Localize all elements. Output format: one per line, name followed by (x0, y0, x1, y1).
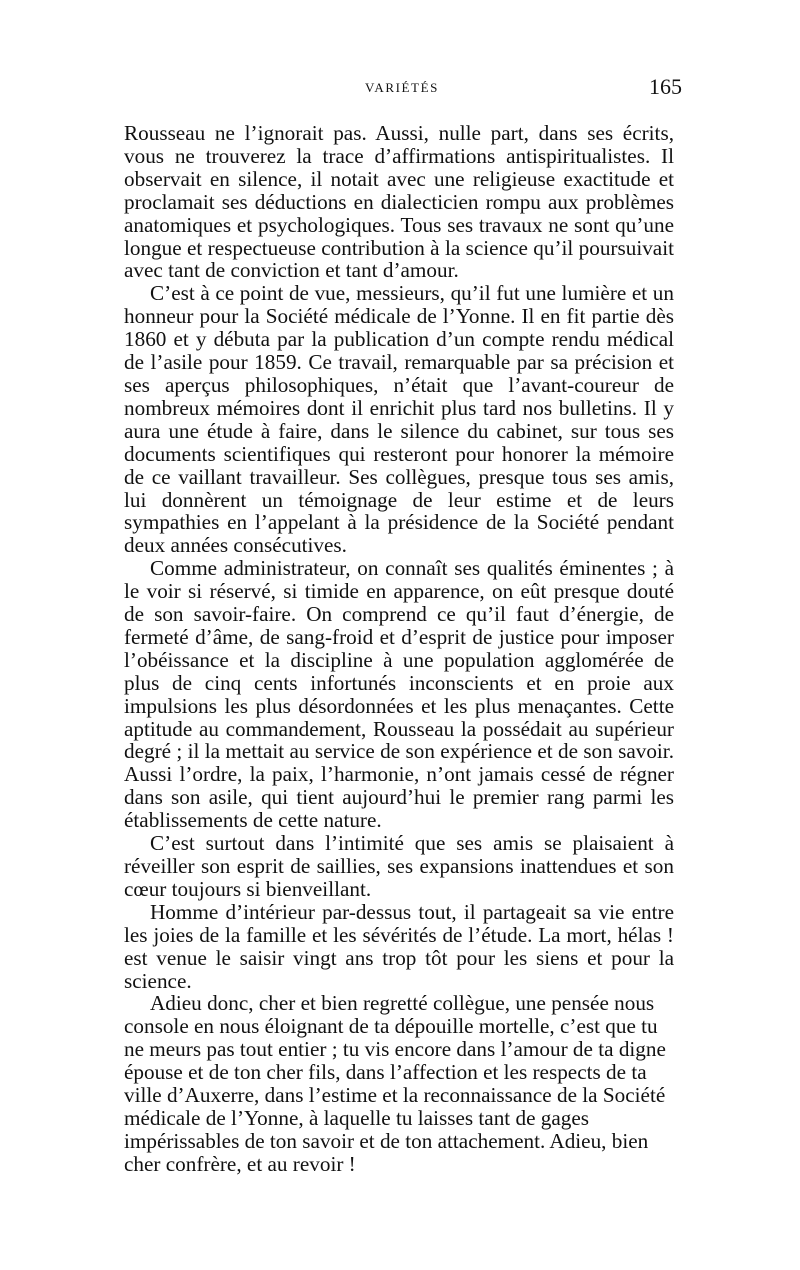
paragraph-3: Comme administrateur, on connaît ses qualités éminentes ; à le voir si réservé, si timide en apparence, on eût presque douté de son savoir-faire. On comprend ce qu’il faut d’énergie, de fermeté d’âme, de sang-froid et d’esprit de justice pour imposer l’obéissance et la discipline à une population agglomérée de plus de cinq cents infortunés inconscients et en proie aux impulsions les plus désordonnées et les plus menaçantes. Cette aptitude au commandement, Rousseau la possédait au supérieur degré ; il la mettait au service de son expérience et de son savoir. Aussi l’ordre, la paix, l’harmonie, n’ont jamais cessé de régner dans son asile, qui tient aujourd’hui le premier rang parmi les établissements de cette nature. (124, 556, 674, 833)
paragraph-4: C’est surtout dans l’intimité que ses amis se plaisaient à réveiller son esprit de saillies, ses expansions inattendues et son cœur toujours si bienveillant. (124, 831, 674, 901)
running-header (122, 74, 682, 104)
page-number: 165 (649, 74, 682, 99)
paragraph-5: Homme d’intérieur par-dessus tout, il partageait sa vie entre les joies de la famille et les sévérités de l’étude. La mort, hélas ! est venue le saisir vingt ans trop tôt pour les siens et pour la science. (124, 899, 674, 993)
body-text (124, 122, 674, 1176)
paragraph-1: Rousseau ne l’ignorait pas. Aussi, nulle part, dans ses écrits, vous ne trouverez la trace d’affirmations antispiritualistes. Il observait en silence, il notait avec une religieuse exactitude et proclamait ses déductions en dialecticien rompu aux problèmes anatomiques et psychologiques. Tous ses travaux ne sont qu’une longue et respectueuse contribution à la science qu’il poursuivait avec tant de conviction et tant d’amour. (124, 121, 674, 283)
paragraph-2: C’est à ce point de vue, messieurs, qu’il fut une lumière et un honneur pour la Société médicale de l’Yonne. Il en fit partie dès 1860 et y débuta par la publication d’un compte rendu médical de l’asile pour 1859. Ce travail, remarquable par sa précision et ses aperçus philosophiques, n’était que l’avant-coureur de nombreux mémoires dont il enrichit plus tard nos bulletins. Il y aura une étude à faire, dans le silence du cabinet, sur tous ses documents scientifiques qui resteront pour honorer la mémoire de ce vaillant travailleur. Ses collègues, presque tous ses amis, lui donnèrent un témoignage de leur estime et de leurs sympathies en l’appelant à la présidence de la Société pendant deux années consécutives. (124, 281, 674, 558)
paragraph-6: Adieu donc, cher et bien regretté collègue, une pensée nous console en nous éloignant de ta dépouille mortelle, c’est que tu ne meurs pas tout entier ; tu vis encore dans l’amour de ta digne épouse et de ton cher fils, dans l’affection et les respects de ta ville d’Auxerre, dans l’estime et la reconnaissance de la Société médicale de l’Yonne, à laquelle tu laisses tant de gages impérissables de ton savoir et de ton attachement. Adieu, bien cher confrère, et au revoir ! (124, 991, 666, 1176)
running-title: VARIÉTÉS (365, 80, 439, 95)
